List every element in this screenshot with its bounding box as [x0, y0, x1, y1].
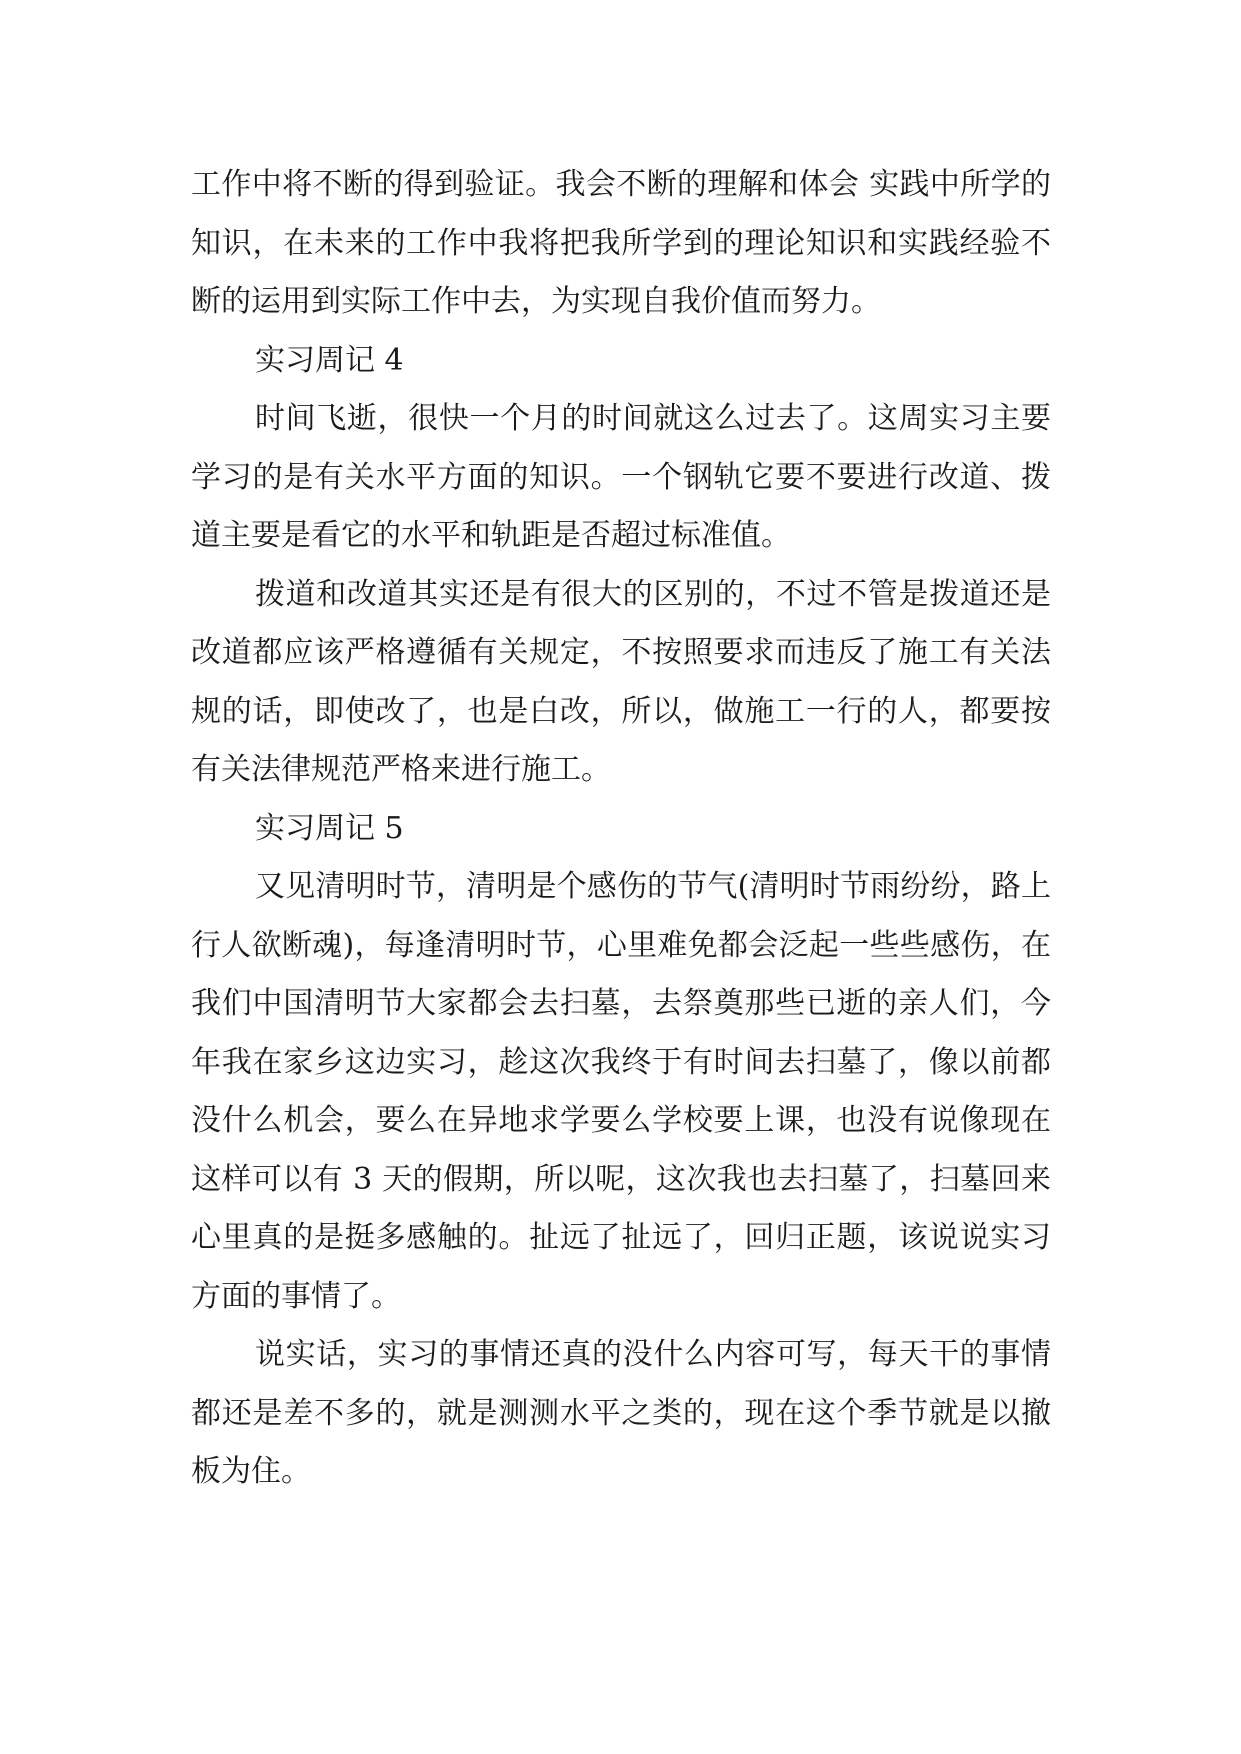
paragraph-week5-work: 说实话，实习的事情还真的没什么内容可写，每天干的事情都还是差不多的，就是测测水平之类的，现在这个季节就是以撤板为住。 — [191, 1337, 1051, 1489]
section-heading-week-4: 实习周记 4 — [255, 342, 404, 378]
document-body — [191, 156, 1051, 1502]
paragraph-continuation: 工作中将不断的得到验证。我会不断的理解和体会 实践中所学的知识，在未来的工作中我将把我所学到的理论知识和实践经验不断的运用到实际工作中去，为实现自我价值而努力。 — [191, 167, 1051, 319]
paragraph-week4-detail: 拨道和改道其实还是有很大的区别的，不过不管是拨道还是改道都应该严格遵循有关规定，不按照要求而违反了施工有关法规的话，即使改了，也是白改，所以，做施工一行的人，都要按有关法律规范严格来进行施工。 — [191, 576, 1051, 787]
section-heading-week-5: 实习周记 5 — [255, 810, 404, 846]
paragraph-week5-qingming: 又见清明时节，清明是个感伤的节气(清明时节雨纷纷，路上行人欲断魂)，每逢清明时节，心里难免都会泛起一些些感伤，在我们中国清明节大家都会去扫墓，去祭奠那些已逝的亲人们，今年我在家乡这边实习，趁这次我终于有时间去扫墓了，像以前都没什么机会，要么在异地求学要么学校要上课，也没有说像现在这样可以有 3 天的假期，所以呢，这次我也去扫墓了，扫墓回来心里真的是挺多感触的。扯远了扯远了，回归正题，该说说实习方面的事情了。 — [191, 869, 1051, 1314]
paragraph-week4-intro: 时间飞逝，很快一个月的时间就这么过去了。这周实习主要学习的是有关水平方面的知识。一个钢轨它要不要进行改道、拨道主要是看它的水平和轨距是否超过标准值。 — [191, 401, 1051, 553]
